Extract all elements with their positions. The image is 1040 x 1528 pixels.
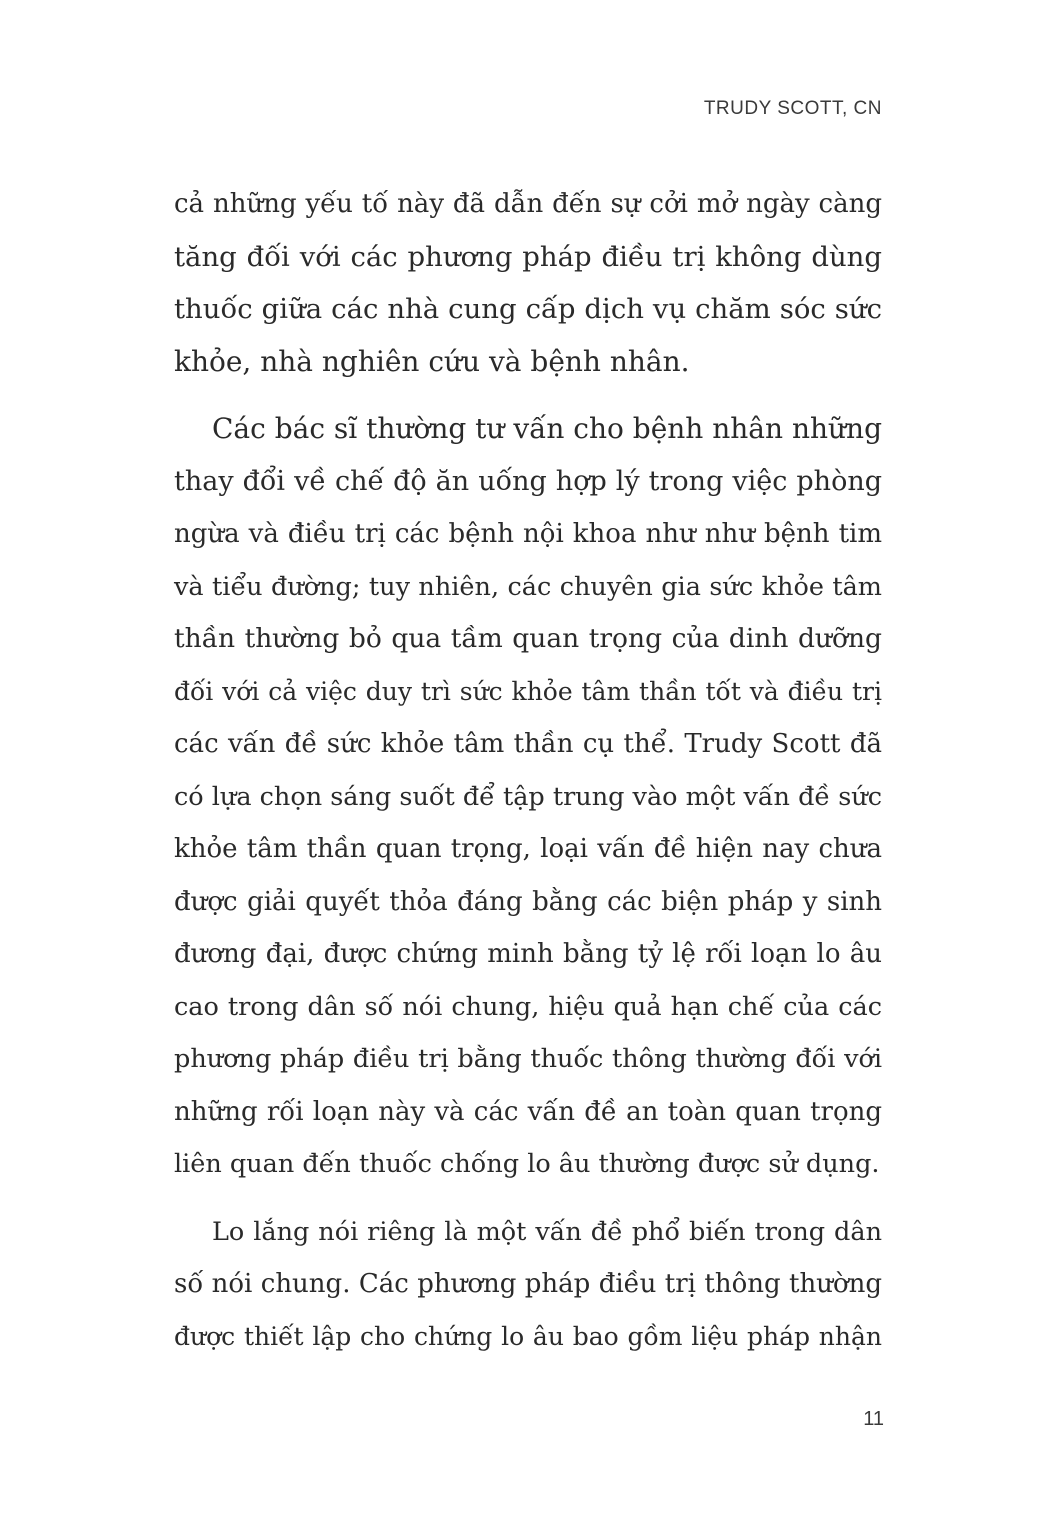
text-line: thay đổi về chế độ ăn uống hợp lý trong việc phòng <box>174 465 882 497</box>
text-line: các vấn đề sức khỏe tâm thần cụ thể. Trudy Scott đã <box>174 729 882 759</box>
text-line: số nói chung. Các phương pháp điều trị thông thường <box>174 1269 882 1299</box>
paragraph-gap <box>174 388 882 403</box>
page-number: 11 <box>863 1408 884 1430</box>
text-line: đối với cả việc duy trì sức khỏe tâm thần tốt và điều trị <box>174 676 882 706</box>
paragraph-3 <box>174 1206 882 1364</box>
text-line: thần thường bỏ qua tầm quan trọng của dinh dưỡng <box>174 623 882 654</box>
paragraph-2 <box>174 403 882 1191</box>
text-line: Lo lắng nói riêng là một vấn đề phổ biến trong dân <box>212 1216 882 1247</box>
paragraph-gap <box>174 1191 882 1206</box>
text-line: cả những yếu tố này đã dẫn đến sự cởi mở ngày càng <box>174 189 882 219</box>
text-line: có lựa chọn sáng suốt để tập trung vào một vấn đề sức <box>174 781 882 812</box>
text-line: đương đại, được chứng minh bằng tỷ lệ rối loạn lo âu <box>174 939 882 969</box>
text-line: khỏe, nhà nghiên cứu và bệnh nhân. <box>174 344 690 378</box>
text-line: được thiết lập cho chứng lo âu bao gồm liệu pháp nhận <box>174 1321 882 1351</box>
paragraph-1 <box>174 178 882 388</box>
text-line: được giải quyết thỏa đáng bằng các biện pháp y sinh <box>174 886 882 917</box>
text-line: phương pháp điều trị bằng thuốc thông thường đối với <box>174 1044 882 1074</box>
body-text <box>174 178 882 1363</box>
text-line: ngừa và điều trị các bệnh nội khoa như như bệnh tim <box>174 519 882 549</box>
text-line: tăng đối với các phương pháp điều trị không dùng <box>174 240 882 273</box>
running-head: TRUDY SCOTT, CN <box>703 98 882 119</box>
text-line: liên quan đến thuốc chống lo âu thường được sử dụng. <box>174 1149 880 1179</box>
text-line: cao trong dân số nói chung, hiệu quả hạn chế của các <box>174 991 882 1022</box>
text-line: khỏe tâm thần quan trọng, loại vấn đề hiện nay chưa <box>174 834 882 864</box>
text-line: Các bác sĩ thường tư vấn cho bệnh nhân những <box>212 412 882 445</box>
text-line: và tiểu đường; tuy nhiên, các chuyên gia sức khỏe tâm <box>174 571 882 602</box>
text-line: thuốc giữa các nhà cung cấp dịch vụ chăm sóc sức <box>174 293 882 325</box>
text-line: những rối loạn này và các vấn đề an toàn quan trọng <box>174 1096 882 1127</box>
